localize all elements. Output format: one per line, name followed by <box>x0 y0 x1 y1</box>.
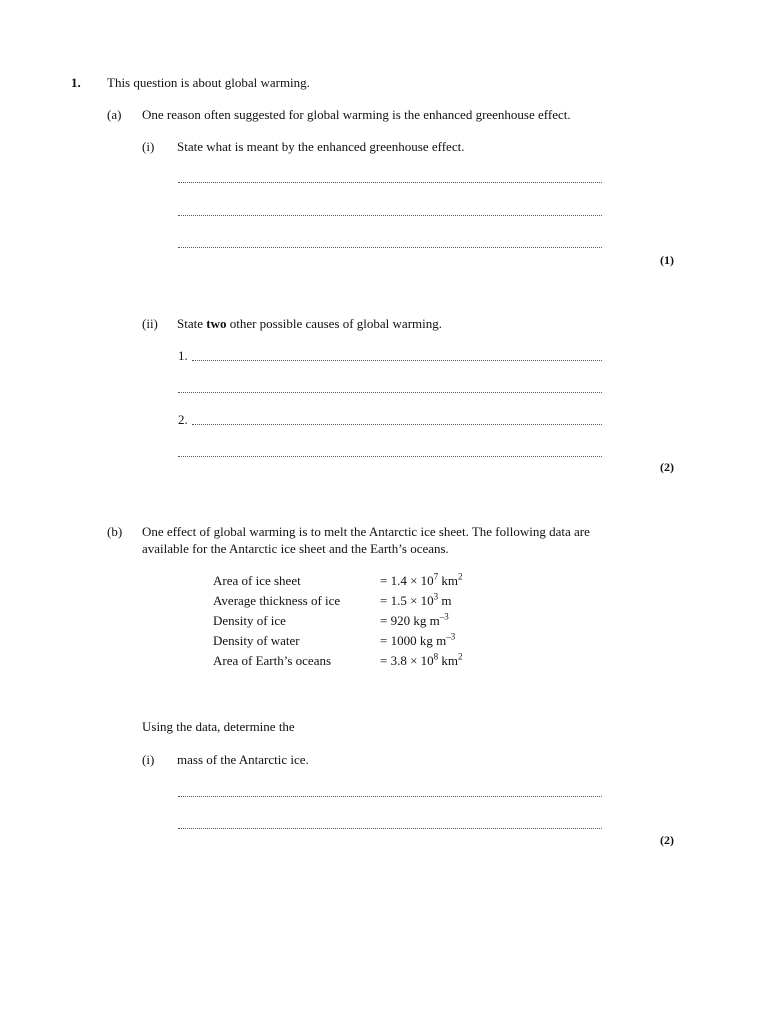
part-b-i-text: mass of the Antarctic ice. <box>177 752 309 767</box>
part-b-text-line2: available for the Antarctic ice sheet and the Earth’s oceans. <box>142 541 449 556</box>
data-value: = $1.4 \times 10^7$ $km^2$ <box>380 571 463 588</box>
data-label: Area of ice sheet <box>213 573 301 588</box>
answer-line-number-2: 2. <box>178 412 188 427</box>
part-a-ii-text-before: State <box>177 316 207 331</box>
marks-label: (2) <box>660 460 674 474</box>
data-label: Area of Earth’s oceans <box>213 653 332 668</box>
answer-line[interactable] <box>178 215 602 216</box>
part-b-i-label: (i) <box>142 752 155 767</box>
data-label: Density of ice <box>213 613 286 628</box>
answer-line[interactable] <box>178 182 602 183</box>
data-value: = 920 kg $m^{-3}$ <box>380 611 449 628</box>
data-value: = $1.5 \times 10^3$ m <box>380 591 452 608</box>
question-number: 1. <box>71 75 81 90</box>
data-label: Density of water <box>213 633 300 648</box>
part-b-label: (b) <box>107 524 123 539</box>
question-intro: This question is about global warming. <box>107 75 310 90</box>
part-a-ii-text <box>177 316 442 332</box>
part-a-text: One reason often suggested for global warming is the enhanced greenhouse effect. <box>142 107 571 122</box>
data-label: Average thickness of ice <box>213 593 341 608</box>
answer-line[interactable] <box>192 424 602 425</box>
part-b-text-line1: One effect of global warming is to melt the Antarctic ice sheet. The following data are <box>142 524 590 539</box>
using-data-text: Using the data, determine the <box>142 719 295 734</box>
answer-line[interactable] <box>178 392 602 393</box>
marks-label: (2) <box>660 833 674 847</box>
answer-line[interactable] <box>192 360 602 361</box>
part-a-ii-text-bold: two <box>206 316 227 331</box>
marks-label: (1) <box>660 253 674 267</box>
answer-line[interactable] <box>178 456 602 457</box>
answer-line[interactable] <box>178 828 602 829</box>
answer-line-number-1: 1. <box>178 348 188 363</box>
part-a-i-text: State what is meant by the enhanced greenhouse effect. <box>177 139 465 154</box>
part-a-i-label: (i) <box>142 139 155 154</box>
answer-line[interactable] <box>178 796 602 797</box>
part-a-ii-label: (ii) <box>142 316 158 331</box>
part-a-label: (a) <box>107 107 122 122</box>
part-a-ii-text-after: other possible causes of global warming. <box>226 316 443 331</box>
data-value: = $3.8 \times 10^8$ $km^2$ <box>380 651 463 668</box>
data-value: = 1000 kg $m^{-3}$ <box>380 631 456 648</box>
answer-line[interactable] <box>178 247 602 248</box>
